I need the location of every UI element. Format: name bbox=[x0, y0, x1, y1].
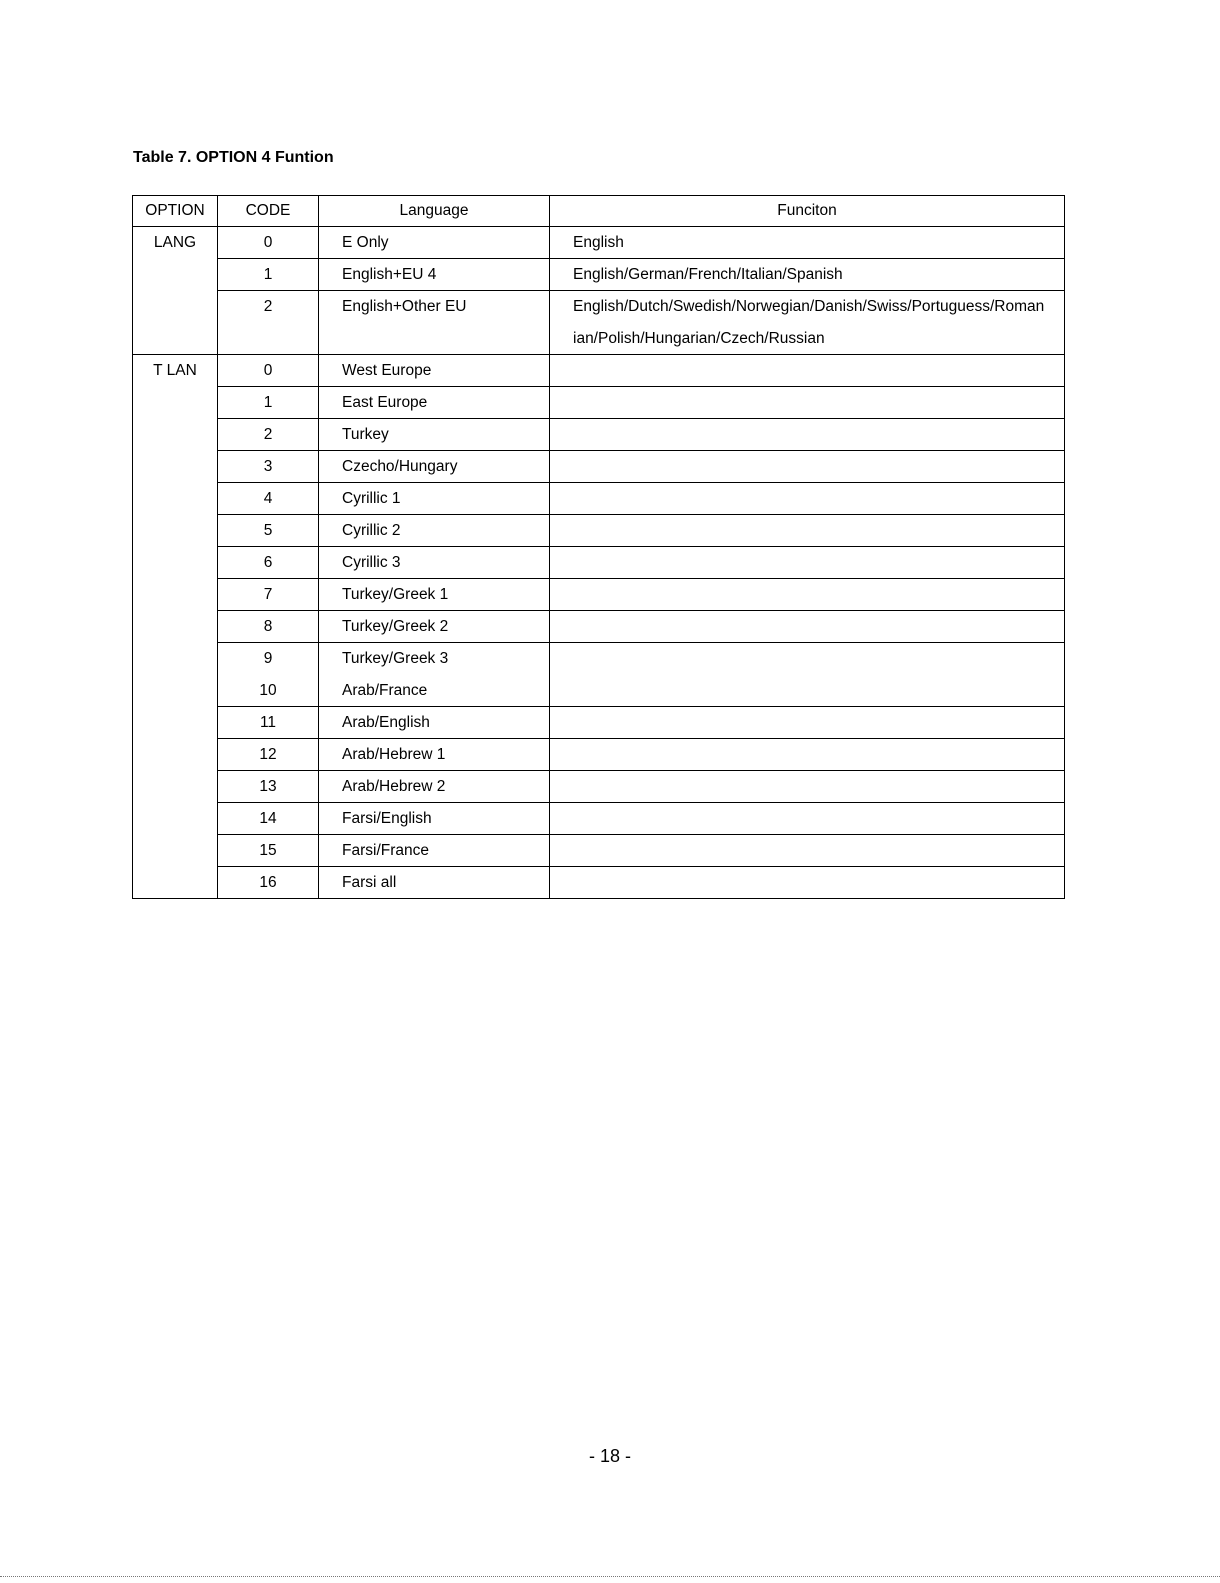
function-cell bbox=[550, 579, 1065, 611]
function-cell bbox=[550, 483, 1065, 515]
table-row bbox=[133, 611, 1065, 643]
function-cell bbox=[550, 355, 1065, 387]
language-cell: Arab/English bbox=[319, 707, 550, 739]
language-line-1: Turkey/Greek 3 bbox=[342, 650, 449, 667]
code-cell: 0 bbox=[218, 227, 319, 259]
code-cell bbox=[218, 643, 319, 707]
function-cell bbox=[550, 547, 1065, 579]
table-row bbox=[133, 643, 1065, 707]
option-lang: LANG bbox=[133, 227, 218, 355]
header-language: Language bbox=[319, 196, 550, 227]
table-row bbox=[133, 707, 1065, 739]
function-cell bbox=[550, 707, 1065, 739]
language-cell: Czecho/Hungary bbox=[319, 451, 550, 483]
option-tlan: T LAN bbox=[133, 355, 218, 899]
table-row bbox=[133, 419, 1065, 451]
header-option: OPTION bbox=[133, 196, 218, 227]
function-cell bbox=[550, 643, 1065, 707]
language-line-2: Arab/France bbox=[342, 681, 428, 699]
language-cell: Turkey/Greek 1 bbox=[319, 579, 550, 611]
table-row bbox=[133, 451, 1065, 483]
language-cell: Cyrillic 2 bbox=[319, 515, 550, 547]
code-cell: 4 bbox=[218, 483, 319, 515]
code-cell: 8 bbox=[218, 611, 319, 643]
function-cell: English/German/French/Italian/Spanish bbox=[550, 259, 1065, 291]
function-cell: English bbox=[550, 227, 1065, 259]
table-row bbox=[133, 387, 1065, 419]
function-line-2: ian/Polish/Hungarian/Czech/Russian bbox=[573, 329, 825, 347]
language-cell: Farsi all bbox=[319, 867, 550, 899]
language-cell: E Only bbox=[319, 227, 550, 259]
code-cell: 3 bbox=[218, 451, 319, 483]
code-cell: 2 bbox=[218, 419, 319, 451]
language-cell: Cyrillic 3 bbox=[319, 547, 550, 579]
function-cell bbox=[550, 419, 1065, 451]
table-row bbox=[133, 803, 1065, 835]
option-function-table bbox=[132, 195, 1065, 899]
function-cell bbox=[550, 803, 1065, 835]
table-row bbox=[133, 867, 1065, 899]
function-cell bbox=[550, 835, 1065, 867]
table-header-row bbox=[133, 196, 1065, 227]
code-cell: 1 bbox=[218, 387, 319, 419]
code-cell: 2 bbox=[218, 291, 319, 355]
function-cell bbox=[550, 771, 1065, 803]
language-cell: Arab/Hebrew 1 bbox=[319, 739, 550, 771]
code-cell: 12 bbox=[218, 739, 319, 771]
table-row bbox=[133, 515, 1065, 547]
language-cell: Farsi/France bbox=[319, 835, 550, 867]
code-cell: 13 bbox=[218, 771, 319, 803]
table-row bbox=[133, 227, 1065, 259]
table-row bbox=[133, 291, 1065, 355]
code-cell: 7 bbox=[218, 579, 319, 611]
language-cell: Turkey bbox=[319, 419, 550, 451]
table-row bbox=[133, 579, 1065, 611]
function-line-1: English/Dutch/Swedish/Norwegian/Danish/Swiss/Portuguess/Roman bbox=[573, 298, 1045, 315]
code-cell: 0 bbox=[218, 355, 319, 387]
function-cell bbox=[550, 291, 1065, 355]
language-cell: Cyrillic 1 bbox=[319, 483, 550, 515]
code-cell: 6 bbox=[218, 547, 319, 579]
function-cell bbox=[550, 739, 1065, 771]
table-row bbox=[133, 739, 1065, 771]
table-row bbox=[133, 483, 1065, 515]
language-cell: West Europe bbox=[319, 355, 550, 387]
code-cell: 16 bbox=[218, 867, 319, 899]
language-cell bbox=[319, 643, 550, 707]
table-row bbox=[133, 355, 1065, 387]
table-row bbox=[133, 835, 1065, 867]
page-bottom-rule bbox=[0, 1576, 1220, 1577]
page-number: - 18 - bbox=[588, 1446, 631, 1466]
header-function: Funciton bbox=[550, 196, 1065, 227]
code-cell: 1 bbox=[218, 259, 319, 291]
language-cell: Arab/Hebrew 2 bbox=[319, 771, 550, 803]
table-caption: Table 7. OPTION 4 Funtion bbox=[133, 149, 334, 166]
function-cell bbox=[550, 515, 1065, 547]
language-cell: English+Other EU bbox=[319, 291, 550, 355]
language-cell: East Europe bbox=[319, 387, 550, 419]
language-cell: Farsi/English bbox=[319, 803, 550, 835]
table-row bbox=[133, 771, 1065, 803]
function-cell bbox=[550, 611, 1065, 643]
function-cell bbox=[550, 451, 1065, 483]
language-cell: English+EU 4 bbox=[319, 259, 550, 291]
header-code: CODE bbox=[218, 196, 319, 227]
code-cell: 11 bbox=[218, 707, 319, 739]
code-line-1: 9 bbox=[263, 650, 273, 667]
code-cell: 5 bbox=[218, 515, 319, 547]
function-cell bbox=[550, 867, 1065, 899]
code-cell: 15 bbox=[218, 835, 319, 867]
function-cell bbox=[550, 387, 1065, 419]
table-row bbox=[133, 547, 1065, 579]
table-row bbox=[133, 259, 1065, 291]
code-cell: 14 bbox=[218, 803, 319, 835]
code-line-2: 10 bbox=[259, 681, 277, 699]
language-cell: Turkey/Greek 2 bbox=[319, 611, 550, 643]
